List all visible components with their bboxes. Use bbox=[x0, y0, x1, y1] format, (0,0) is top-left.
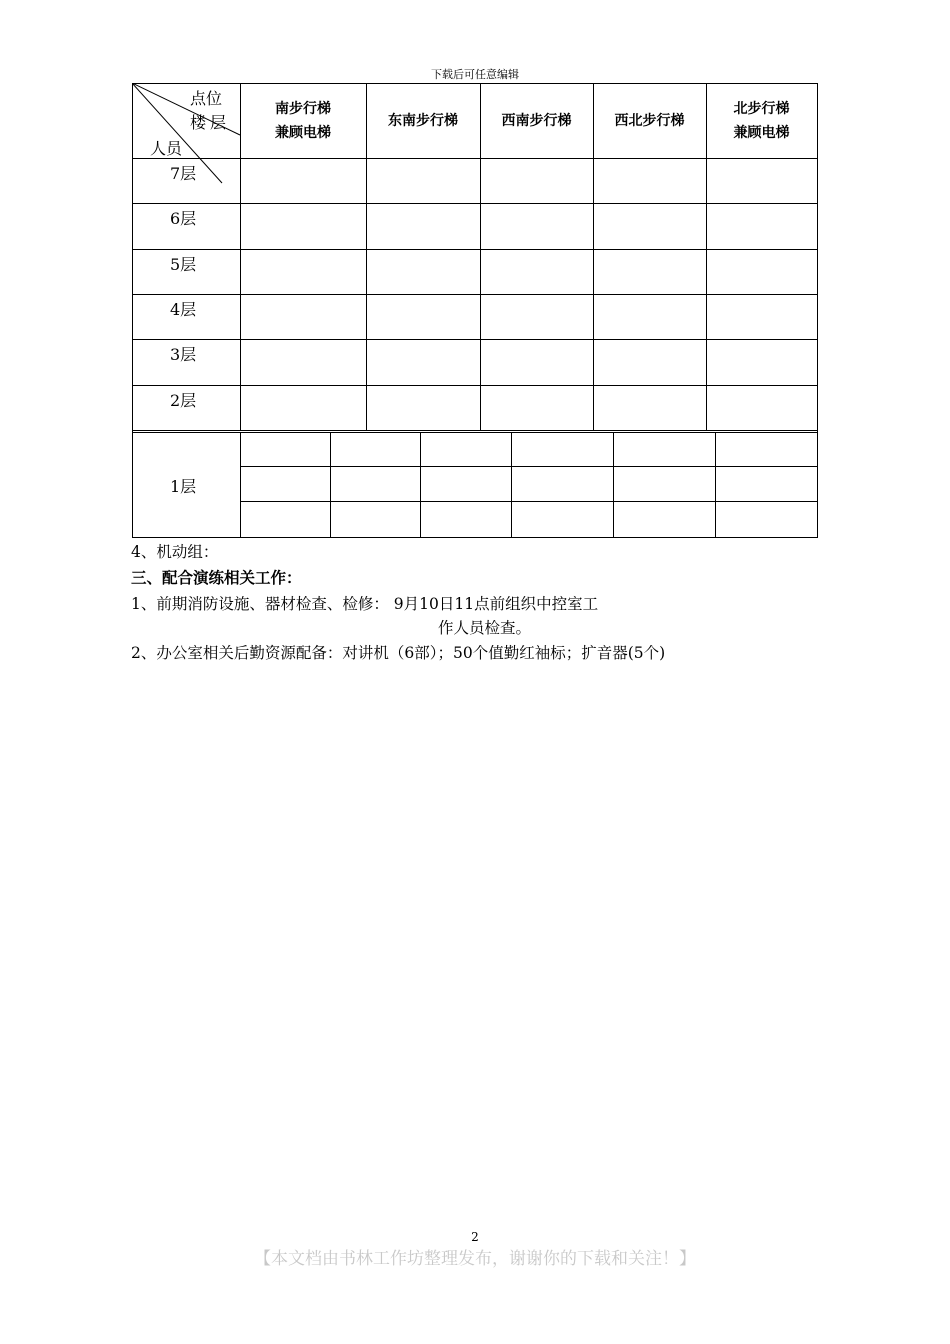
table-col-rule-lower bbox=[420, 432, 421, 537]
table-border-right bbox=[817, 83, 818, 538]
footer-note: 【本文档由书林工作坊整理发布，谢谢你的下载和关注！】 bbox=[254, 1249, 696, 1269]
page-number: 2 bbox=[471, 1230, 479, 1244]
column-header bbox=[480, 109, 593, 133]
item2-text: 2、办公室相关后勤资源配备：对讲机（6部）；50个值勤红袖标；扩音器(5个) bbox=[131, 644, 666, 662]
table-rule-row bbox=[132, 385, 818, 386]
table-rule-row bbox=[132, 294, 818, 295]
floor-label: 6层 bbox=[170, 209, 197, 228]
section-three-title: 三、配合演练相关工作： bbox=[131, 569, 302, 587]
floor-label: 7层 bbox=[170, 164, 197, 183]
table-rule-lower-row bbox=[240, 501, 817, 502]
column-header bbox=[366, 109, 480, 133]
floor-label: 3层 bbox=[170, 345, 197, 364]
table-col-rule-lower bbox=[511, 432, 512, 537]
corner-label-floor: 楼层 bbox=[190, 113, 231, 132]
column-header-line: 东南步行梯 bbox=[388, 112, 458, 129]
table-border-bottom bbox=[132, 537, 818, 538]
floor-label: 2层 bbox=[170, 391, 197, 410]
column-header-line: 西北步行梯 bbox=[614, 112, 685, 129]
item1-line2: 作人员检查。 bbox=[438, 619, 532, 637]
header-note: 下载后可任意编辑 bbox=[431, 68, 519, 81]
floor-label: 5层 bbox=[170, 255, 197, 274]
column-header-line: 南步行梯 bbox=[275, 100, 331, 117]
table-col-rule-lower bbox=[330, 432, 331, 537]
corner-label-staff: 人员 bbox=[150, 139, 183, 158]
corner-label-point: 点位 bbox=[190, 89, 223, 108]
table-rule-lower-row bbox=[240, 466, 817, 467]
table-rule-row bbox=[132, 339, 818, 340]
item1-line1: 1、前期消防设施、器材检查、检修： 9月10日11点前组织中控室工 bbox=[131, 595, 599, 613]
table-col-rule-lower bbox=[613, 432, 614, 537]
table-col-rule bbox=[480, 83, 481, 430]
column-header bbox=[240, 97, 366, 145]
column-header-line: 兼顾电梯 bbox=[275, 124, 331, 141]
column-header-line: 北步行梯 bbox=[733, 100, 790, 117]
table-col-rule bbox=[593, 83, 594, 430]
table-rule-row bbox=[132, 249, 818, 250]
table-col-rule-lower bbox=[715, 432, 716, 537]
column-header-line: 兼顾电梯 bbox=[733, 124, 790, 141]
column-header bbox=[706, 97, 817, 145]
floor-label: 4层 bbox=[170, 300, 197, 319]
column-header-line: 西南步行梯 bbox=[501, 112, 572, 129]
table-col-rule-lower bbox=[240, 432, 241, 537]
table-col-rule bbox=[366, 83, 367, 430]
table-rule-upper-bottom bbox=[132, 430, 818, 431]
mobile-group-label: 4、机动组： bbox=[131, 543, 219, 561]
floor-label-first: 1层 bbox=[170, 477, 197, 496]
column-header bbox=[593, 109, 706, 133]
